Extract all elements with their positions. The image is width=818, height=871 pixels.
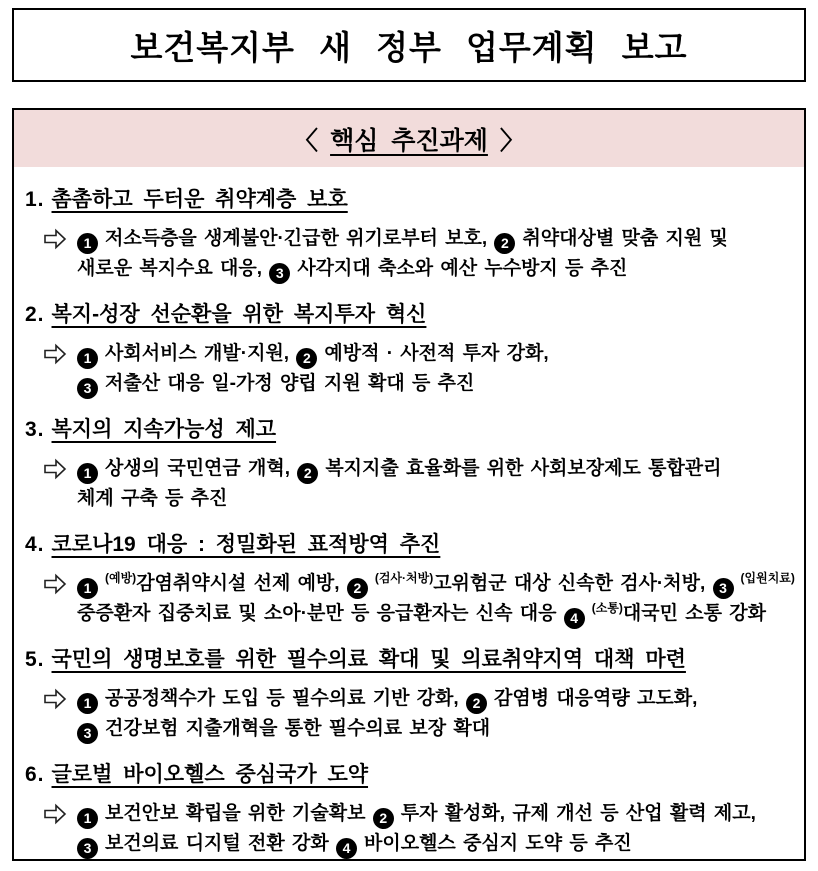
task-lines bbox=[77, 339, 800, 399]
task-item bbox=[25, 413, 800, 514]
section-header bbox=[14, 110, 804, 167]
report-title-box bbox=[12, 8, 806, 82]
task-heading bbox=[25, 183, 800, 213]
task-lines bbox=[77, 224, 800, 284]
report-title: 보건복지부 새 정부 업무계획 보고 bbox=[130, 28, 688, 66]
task-body bbox=[25, 454, 800, 514]
numbered-bullet-icon: 2 bbox=[297, 463, 318, 484]
numbered-bullet-icon: 4 bbox=[564, 608, 585, 629]
numbered-bullet-icon: 2 bbox=[373, 808, 394, 829]
task-lines bbox=[77, 799, 800, 859]
right-arrow-icon bbox=[43, 454, 77, 481]
task-item bbox=[25, 298, 800, 399]
numbered-bullet-icon: 3 bbox=[713, 578, 734, 599]
task-number: 6. bbox=[25, 763, 45, 786]
task-title: 복지의 지속가능성 제고 bbox=[51, 418, 277, 441]
task-heading bbox=[25, 413, 800, 443]
task-line: 3 건강보험 지출개혁을 통한 필수의료 보장 확대 bbox=[77, 714, 800, 744]
task-body bbox=[25, 569, 800, 629]
numbered-bullet-icon: 1 bbox=[77, 463, 98, 484]
task-body bbox=[25, 224, 800, 284]
numbered-bullet-icon: 1 bbox=[77, 808, 98, 829]
task-body bbox=[25, 339, 800, 399]
numbered-bullet-icon: 1 bbox=[77, 578, 98, 599]
numbered-bullet-icon: 3 bbox=[77, 378, 98, 399]
right-angle-bracket: 〉 bbox=[499, 126, 525, 155]
task-line: 3 보건의료 디지털 전환 강화 4 바이오헬스 중심지 도약 등 추진 bbox=[77, 829, 800, 859]
category-superscript: (입원치료) bbox=[740, 571, 795, 585]
numbered-bullet-icon: 1 bbox=[77, 348, 98, 369]
task-lines bbox=[77, 454, 800, 514]
numbered-bullet-icon: 2 bbox=[347, 578, 368, 599]
task-line: $1^{(예방)}$감염취약시설 선제 예방, $2^{(검사\cdot 처방)}$고위험군 대상 신속한 검사·처방, $3^{(입원치료)}$ bbox=[77, 569, 800, 599]
task-heading bbox=[25, 643, 800, 673]
category-superscript: (검사·처방) bbox=[374, 571, 434, 585]
task-line: 1 사회서비스 개발·지원, 2 예방적 · 사전적 투자 강화, bbox=[77, 339, 800, 369]
task-line: 1 저소득층을 생계불안·긴급한 위기로부터 보호, 2 취약대상별 맞춤 지원 및 bbox=[77, 224, 800, 254]
numbered-bullet-icon: 4 bbox=[336, 838, 357, 859]
task-number: 5. bbox=[25, 648, 45, 671]
numbered-bullet-icon: 1 bbox=[77, 693, 98, 714]
numbered-bullet-icon: 2 bbox=[466, 693, 487, 714]
task-title: 촘촘하고 두터운 취약계층 보호 bbox=[51, 188, 348, 211]
numbered-bullet-icon: 1 bbox=[77, 233, 98, 254]
right-arrow-icon bbox=[43, 799, 77, 826]
right-arrow-icon bbox=[43, 569, 77, 596]
task-title: 코로나19 대응 : 정밀화된 표적방역 추진 bbox=[51, 533, 441, 556]
task-line: 중증환자 집중치료 및 소아·분만 등 응급환자는 신속 대응 $4^{(소통)}$대국민 소통 강화 bbox=[77, 599, 800, 629]
section-title: 핵심 추진과제 bbox=[330, 126, 488, 155]
task-line: 3 저출산 대응 일-가정 양립 지원 확대 등 추진 bbox=[77, 369, 800, 399]
task-item bbox=[25, 643, 800, 744]
task-lines bbox=[77, 569, 800, 629]
category-superscript: (예방) bbox=[105, 571, 137, 585]
task-heading bbox=[25, 528, 800, 558]
task-number: 4. bbox=[25, 533, 45, 556]
numbered-bullet-icon: 2 bbox=[494, 233, 515, 254]
right-arrow-icon bbox=[43, 684, 77, 711]
numbered-bullet-icon: 3 bbox=[269, 263, 290, 284]
task-number: 1. bbox=[25, 188, 45, 211]
task-item bbox=[25, 183, 800, 284]
left-angle-bracket: 〈 bbox=[293, 126, 319, 155]
numbered-bullet-icon: 3 bbox=[77, 723, 98, 744]
task-line: 체계 구축 등 추진 bbox=[77, 488, 228, 509]
right-arrow-icon bbox=[43, 339, 77, 366]
task-title: 복지-성장 선순환을 위한 복지투자 혁신 bbox=[51, 303, 427, 326]
task-title: 글로벌 바이오헬스 중심국가 도약 bbox=[51, 763, 369, 786]
task-line: 1 보건안보 확립을 위한 기술확보 2 투자 활성화, 규제 개선 등 산업 활력 제고, bbox=[77, 799, 800, 829]
right-arrow-icon bbox=[43, 224, 77, 251]
key-tasks-box bbox=[12, 108, 806, 861]
category-superscript: (소통) bbox=[591, 601, 623, 615]
task-line: 새로운 복지수요 대응, 3 사각지대 축소와 예산 누수방지 등 추진 bbox=[77, 254, 800, 284]
numbered-bullet-icon: 2 bbox=[296, 348, 317, 369]
task-heading bbox=[25, 298, 800, 328]
task-number: 3. bbox=[25, 418, 45, 441]
task-item bbox=[25, 758, 800, 859]
task-body bbox=[25, 684, 800, 744]
task-body bbox=[25, 799, 800, 859]
task-list bbox=[14, 167, 804, 859]
task-lines bbox=[77, 684, 800, 744]
task-number: 2. bbox=[25, 303, 45, 326]
task-heading bbox=[25, 758, 800, 788]
task-item bbox=[25, 528, 800, 629]
task-line: 1 공공정책수가 도입 등 필수의료 기반 강화, 2 감염병 대응역량 고도화, bbox=[77, 684, 800, 714]
numbered-bullet-icon: 3 bbox=[77, 838, 98, 859]
task-line: 1 상생의 국민연금 개혁, 2 복지지출 효율화를 위한 사회보장제도 통합관리 bbox=[77, 454, 800, 484]
task-title: 국민의 생명보호를 위한 필수의료 확대 및 의료취약지역 대책 마련 bbox=[51, 648, 686, 671]
